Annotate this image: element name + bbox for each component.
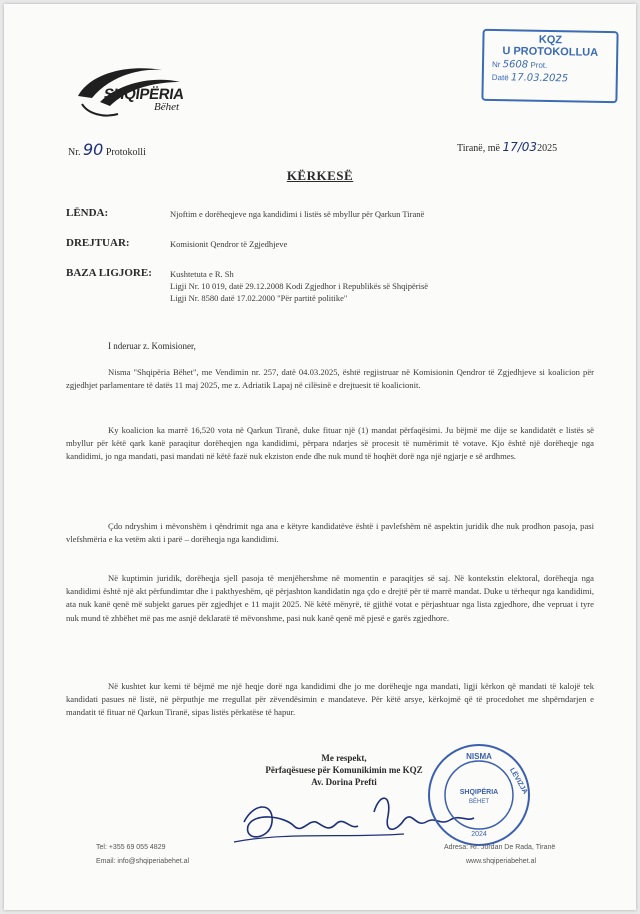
stamp-number-line — [484, 59, 616, 72]
field-subject-label: LËNDA: — [66, 207, 109, 219]
legal-line-2: Ligji Nr. 10 019, datë 29.12.2008 Kodi Zgjedhor i Republikës së Shqipërisë — [170, 281, 429, 291]
closing-name: Av. Dorina Prefti — [311, 777, 377, 787]
nr-value: 90 — [83, 140, 104, 159]
nr-label: Nr. — [68, 147, 81, 158]
place-label: Tiranë, më — [457, 143, 500, 154]
footer-web: www.shqiperiabehet.al — [466, 858, 537, 865]
document-page — [4, 4, 636, 910]
stamp-prot-label: Prot. — [530, 60, 548, 70]
seal-center-1: SHQIPËRIA — [459, 789, 499, 796]
seal-year: 2024 — [471, 831, 487, 838]
document-date — [457, 140, 557, 154]
logo-subtitle: Bëhet — [154, 101, 180, 113]
stamp-nr-label: Nr — [491, 59, 501, 70]
date-handwritten: 17/03 — [502, 140, 538, 154]
stamp-date-line — [484, 72, 616, 85]
logo-wordmark: SHQIPËRIA — [102, 86, 186, 103]
footer-address: Adresa: Rr. Jordan De Rada, Tiranë — [444, 844, 556, 851]
closing-regards: Me respekt, — [321, 753, 367, 763]
stamp-kqz: KQZ — [538, 33, 563, 47]
protocol-stamp — [481, 29, 618, 103]
stamp-date-label: Datë — [491, 72, 509, 83]
legal-line-1: Kushtetuta e R. Sh — [170, 269, 234, 279]
paragraph-2: Ky koalicion ka marrë 16,520 vota në Qarkun Tiranë, duke fituar një (1) mandat përfaqësimi. Ju bëjmë me dije se kandidatët e listës së mbyllur për këtë qark kanë paraqitur dorëheqjen nga kandidimi, përpara ndarjes së procesit të numërimit të votave. Kjo është një dorëheqje nga kandidimi, jo nga mandati, pasi mandati në këtë fazë nuk ekziston ende dhe nuk mund të hoqhët dorë nga një ngjarje e së ardhmes. — [66, 425, 594, 462]
seal-center-2: BËHET — [468, 799, 490, 805]
field-legal-basis-label: BAZA LIGJORE: — [66, 267, 152, 279]
party-seal-icon — [424, 740, 534, 850]
field-subject-value: Njoftim e dorëheqjeve nga kandidimi i listës së mbyllur për Qarkun Tiranë — [170, 209, 425, 219]
date-year: 2025 — [537, 143, 558, 154]
document-title: KËRKESË — [286, 168, 354, 183]
field-legal-basis-value — [170, 268, 590, 304]
field-addressee-value: Komisionit Qendror të Zgjedhjeve — [170, 239, 288, 249]
paragraph-1: Nisma "Shqipëria Bëhet", me Vendimin nr. 257, datë 04.03.2025, është regjistruar në Komisionin Qendror të Zgjedhjeve si koalicion për zgjedhjet parlamentare të datës 11 maj 2025, me z. Adriatik Lapaj në cilësinë e drejtuesit të koalicionit. — [66, 367, 594, 391]
field-addressee-label: DREJTUAR: — [66, 237, 130, 249]
footer-phone: Tel: +355 69 055 4829 — [96, 844, 166, 851]
protocol-number — [68, 140, 146, 159]
paragraph-3: Çdo ndryshim i mëvonshëm i qëndrimit nga ana e këtyre kandidatëve është i pavlefshëm në aspektin juridik dhe nuk prodhon pasoja, pasi vlefshmëria e ka vetëm akti i parë – dorëheqja nga kandidimi. — [66, 521, 594, 545]
stamp-nr-value: 5608 — [502, 59, 529, 71]
legal-line-3: Ligji Nr. 8580 datë 17.02.2000 "Për partitë politike" — [170, 293, 348, 303]
paragraph-5: Në kushtet kur kemi të bëjmë me një heqje dorë nga kandidimi dhe jo me dorëheqje nga mandati, ligji kërkon që mandati të kalojë tek kandidati pasues në listë, në përputhje me rregullat për zëvendësimin e mandateve. Për këtë arsye, kërkojmë që të procedohet me shpërndarjen e mandatit të fituar në Qarkun Tiranë, sipas listës përkatëse të hapur. — [66, 681, 594, 718]
footer-email: Email: info@shqiperiabehet.al — [96, 858, 190, 865]
stamp-protokollua: U PROTOKOLLUA — [502, 45, 599, 59]
seal-text-top: NISMA — [466, 752, 492, 761]
seal-text-right: LËVIZJA — [508, 767, 529, 796]
stamp-date-value: 17.03.2025 — [510, 72, 569, 85]
salutation: I nderuar z. Komisioner, — [108, 341, 196, 351]
nr-suffix: Protokolli — [105, 147, 146, 158]
paragraph-4: Në kuptimin juridik, dorëheqja sjell pasoja të menjëhershme në momentin e paraqitjes së saj. Në kontekstin elektoral, dorëheqja nga kandidimi është një akt përfundimtar dhe i pakthyeshëm, që përjashton kandidatin nga çdo e drejtë për të marrë mandat. Duke u tërhequr nga kandidimi, ata nuk kanë qenë më subjekt garues për zgjedhjet e 11 majit 2025. Në këtë mënyrë, të gjithë votat e përjashtuar nga lista zgjedhore, dhe vepruat i tyre nuk mund të zhbëhet më pas me asnjë deklaratë të mëvonshme, pasi nuk kanë qenë më pjesë e garës zgjedhore. — [66, 573, 594, 623]
closing-role: Përfaqësuese për Komunikimin me KQZ — [265, 765, 423, 775]
